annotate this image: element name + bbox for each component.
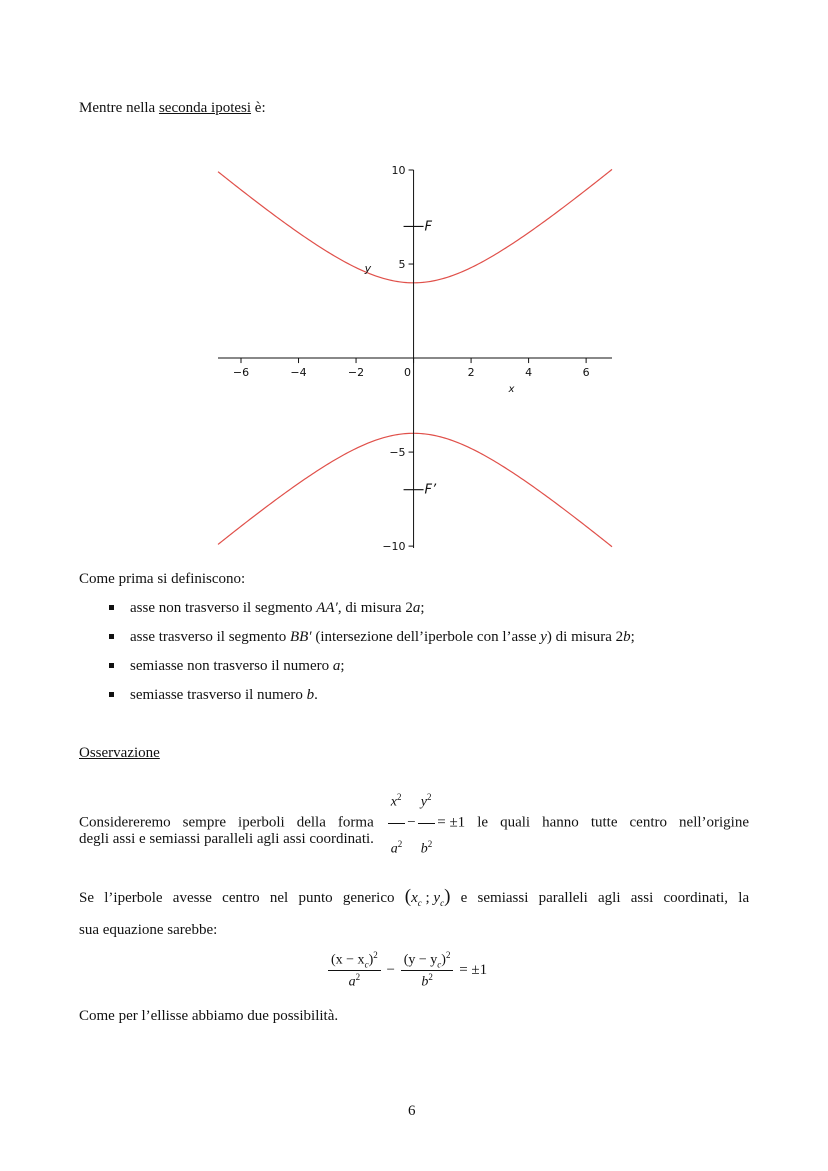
x-tick-label: 2 — [467, 366, 475, 380]
focus-label: F — [424, 219, 433, 235]
y-tick-label: 5 — [398, 258, 406, 272]
obs-line-1: Considereremo sempre iperboli della forma $\frac{x^2}{a^2}$ − $\frac{y^2}{b^2}$ = ±1 le quali hanno tutte centro nell’origine — [79, 778, 749, 868]
y-tick-label: −5 — [389, 446, 406, 460]
bullet-icon — [109, 605, 114, 610]
closing-line: Come per l’ellisse abbiamo due possibilità. — [79, 1008, 339, 1024]
equation-centered-hyperbola: $\frac{(x - x_c)^2}{a^2}$ − $\frac{(y - y_c)^2}{b^2}$ = ±1 — [326, 950, 487, 991]
defs-intro: Come prima si definiscono: — [79, 571, 246, 587]
x-tick-label: −4 — [290, 366, 307, 380]
focus-label: F’ — [424, 482, 437, 498]
y-axis-label: y — [364, 261, 372, 275]
bullet-icon — [109, 634, 114, 639]
center-line-2: sua equazione sarebbe: — [79, 922, 218, 938]
def-item: asse trasverso il segmento BB′ (intersezione dell’iperbole con l’asse y) di misura 2b; — [130, 629, 635, 645]
obs-line-2: degli assi e semiassi paralleli agli assi coordinati. — [79, 831, 374, 847]
def-item: semiasse non trasverso il numero a; — [130, 658, 345, 674]
equation-hyperbola: $\frac{x^2}{a^2}$ − $\frac{y^2}{b^2}$ = ±1 — [386, 778, 465, 868]
y-tick-label: −10 — [382, 540, 406, 554]
x-tick-label: 0 — [404, 366, 412, 380]
obs-title: Osservazione — [79, 745, 160, 761]
bullet-icon — [109, 692, 114, 697]
center-point: ($x_c$ ; $y_c$) — [404, 886, 451, 908]
x-axis-label: x — [508, 384, 515, 396]
intro-line: Mentre nella seconda ipotesi è: — [79, 100, 266, 116]
bullet-icon — [109, 663, 114, 668]
x-tick-label: −6 — [232, 366, 250, 380]
page-number: 6 — [408, 1103, 416, 1119]
def-item: asse non trasverso il segmento AA′, di misura 2a; — [130, 600, 425, 616]
def-item: semiasse trasverso il numero b. — [130, 687, 318, 703]
y-tick-label: 10 — [391, 164, 406, 177]
intro-link: seconda ipotesi — [158, 100, 252, 116]
x-tick-label: 6 — [582, 366, 590, 380]
x-tick-label: 4 — [525, 366, 533, 380]
center-line-1: Se l’iperbole avesse centro nel punto generico ($x_c$ ; $y_c$) e semiassi paralleli agli assi coordinati, la — [79, 886, 750, 908]
x-tick-label: −2 — [347, 366, 365, 380]
